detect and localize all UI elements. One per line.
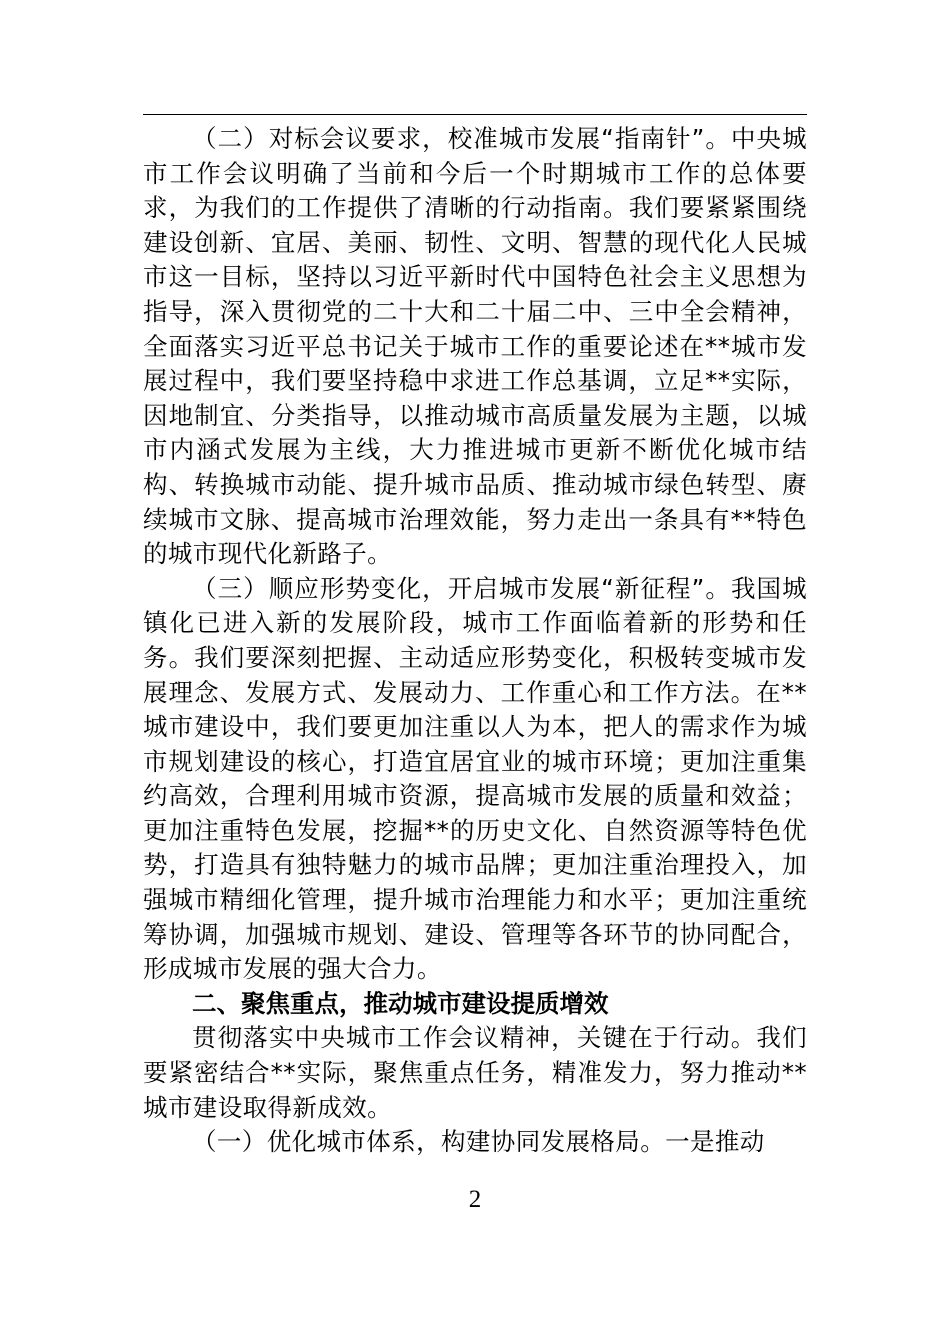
page-number: 2 bbox=[468, 1186, 482, 1213]
paragraph-section-two-sub-two: （二）对标会议要求，校准城市发展“指南针”。中央城市工作会议明确了当前和今后一个时期城市工作的总体要求，为我们的工作提供了清晰的行动指南。我们要紧紧围绕建设创新、宜居、美丽、韧性、文明、智慧的现代化人民城市这一目标，坚持以习近平新时代中国特色社会主义思想为指导，深入贯彻党的二十大和二十届二中、三中全会精神，全面落实习近平总书记关于城市工作的重要论述在**城市发展过程中，我们要坚持稳中求进工作总基调，立足**实际，因地制宜、分类指导，以推动城市高质量发展为主题，以城市内涵式发展为主线，大力推进城市更新不断优化城市结构、转换城市动能、提升城市品质、推动城市绿色转型、赓续城市文脉、提高城市治理效能，努力走出一条具有**特色的城市现代化新路子。 bbox=[143, 124, 807, 569]
paragraph-sub-one: （一）优化城市体系，构建协同发展格局。一是推动 bbox=[192, 1127, 765, 1157]
section-heading-two: 二、聚焦重点，推动城市建设提质增效 bbox=[192, 988, 609, 1018]
paragraph-section-two-sub-three: （三）顺应形势变化，开启城市发展“新征程”。我国城镇化已进入新的发展阶段，城市工作面临着新的形势和任务。我们要深刻把握、主动适应形势变化，积极转变城市发展理念、发展方式、发展动力、工作重心和工作方法。在**城市建设中，我们要更加注重以人为本，把人的需求作为城市规划建设的核心，打造宜居宜业的城市环境；更加注重集约高效，合理利用城市资源，提高城市发展的质量和效益；更加注重特色发展，挖掘**的历史文化、自然资源等特色优势，打造具有独特魅力的城市品牌；更加注重治理投入，加强城市精细化管理，提升城市治理能力和水平；更加注重统筹协调，加强城市规划、建设、管理等各环节的协同配合，形成城市发展的强大合力。 bbox=[143, 573, 807, 984]
document-body bbox=[143, 122, 807, 1160]
header-rule bbox=[143, 114, 807, 115]
paragraph-section-intro: 贯彻落实中央城市工作会议精神，关键在于行动。我们要紧密结合**实际，聚焦重点任务，精准发力，努力推动**城市建设取得新成效。 bbox=[143, 1023, 807, 1122]
